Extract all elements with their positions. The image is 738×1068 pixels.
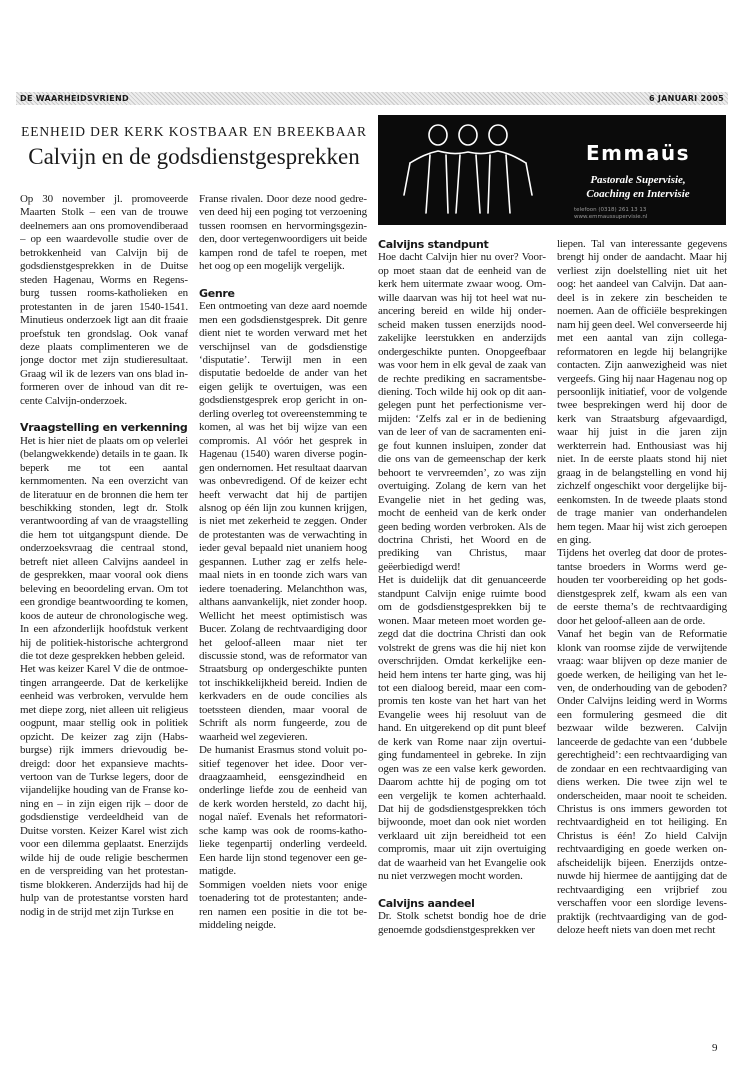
paragraph: Op 30 november jl. promoveerde Maarten Stolk – een van de trouwe deelnemers aan ons promovendiberaad – op een waardevolle studie over de betrokkenheid van Calvijn bij de godsdienstgesprekken in de Duitse steden Hagenau, Worms en Regensburg tussen rooms-katholieken en protestanten in de jaren 1540-1541. Minutieus onderzoek ligt aan dit fraaie proefstuk ten grondslag. Ook vanaf deze plaats complimenteren we de jonge doctor met zijn studieresultaat. Graag wil ik de lezers van ons blad informeren over de inhoud van dit recente Calvijn-onderzoek.: [20, 193, 188, 407]
paragraph: De humanist Erasmus stond voluit positief tegenover het idee. Door verdraagzaamheid, eensgezindheid en onderlinge liefde zou de eenheid van de kerk worden hersteld, zo dacht hij, nogal naïef. Evenals het reformatorische kamp was ook de rooms-katholieke tegenpartij onderling verdeeld. Een harde lijn stond tegenover een gematigde.: [199, 744, 367, 878]
publication-name: DE WAARHEIDSVRIEND: [20, 94, 129, 103]
text-column-1: [20, 193, 188, 1041]
paragraph: Dr. Stolk schetst bondig hoe de drie genoemde godsdienstgesprekken ver: [378, 910, 546, 936]
page-number: 9: [712, 1042, 718, 1054]
section-heading: Vraagstelling en verkenning: [20, 421, 188, 435]
section-heading: Genre: [199, 286, 235, 300]
three-figures-logo: [392, 121, 542, 219]
masthead-bar: [16, 92, 728, 105]
paragraph: Franse rivalen. Door deze nood gedreven deed hij een poging tot verzoening tussen roomsen en hervormingsgezinden, door vertegenwoordigers uit beide kampen rond de tafel te roepen, met het oog op een mogelijk vergelijk.: [199, 193, 367, 273]
paragraph: Hoe dacht Calvijn hier nu over? Voorop moet staan dat de eenheid van de kerk hem uitermate zwaar woog. Omwille daarvan was hij tot heel wat nuancering bereid en wilde hij onderscheid maken tussen enerzijds noodzakelijke leerstukken en anderzijds ondergeschikte punten. Onopgeefbaar was voor hem in elk geval de zaak van de rechte prediking en sacramentsbediening. Toch wilde hij ook op dit aangelegen punt het perfectionisme vermijden: ‘Zelfs zal er in de bediening van de leer of van de sacramenten enige fout kunnen insluipen, zonder dat die ons van de gemeenschap der kerk behoort te vervreemden’, zo was zijn overtuiging. Zolang de kern van het Evangelie niet in het geding was, mocht de eenheid van de kerk onder geen beding worden verbroken. Als de doctrina Christi, het Woord en de prediking van Christus, maar geëerbiedigd werd!: [378, 251, 546, 573]
text-column-3: [378, 238, 546, 1041]
paragraph: Sommigen voelden niets voor enige toenadering tot de protestanten; anderen namen een positie in die tot bemiddeling neigde.: [199, 878, 367, 932]
paragraph: Vanaf het begin van de Reformatie klonk van roomse zijde de verwijtende vraag: waar blijven op deze manier de goede werken, de heiliging van het leven, de onderhouding van de geboden? Onder Calvijns leiding werd in Worms een formulering gesmeed die dit bezwaar wilde bezweren. Calvijn lanceerde de gedachte van een ‘dubbele gerechtigheid’: een rechtvaardiging van de zondaar en een rechtvaardiging van diens werken. Die twee zijn wel te onderscheiden, maar nooit te scheiden. Christus is ons immers geworden tot rechtvaardigheid en tot heiliging. En Christus is één! Zo hield Calvijn rechtvaardiging en goede werken onafscheidelijk bijeen. Enerzijds ontzenuwde hij hiermee de aantijging dat de rechtvaardiging een vrijbrief zou verschaffen voor een slordige levenspraktijk (rechtvaardiging van de goddeloze heeft niets van doen met recht: [557, 628, 727, 937]
paragraph: Het is hier niet de plaats om op velerlei (belangwekkende) details in te gaan. Ik beperk me tot een aantal kernmomenten. Na een overzicht van de literatuur en de bronnen die hem ter beschikking stonden, legt dr. Stolk verantwoording af van de vraagstelling die hem tot uitgangspunt diende. De onderzoeksvraag die centraal stond, betreft niet alleen Calvijns aandeel in de gesprekken, maar vooral ook diens beleving en beoordeling ervan. Om tot een grondige beantwoording te komen, koos de auteur de chronologische weg. In een afzonderlijk hoofdstuk verkent hij de politiek-historische achtergrond die tot deze gesprekken hebben geleid.: [20, 434, 188, 662]
paragraph: Een ontmoeting van deze aard noemde men een godsdienstgesprek. Dit genre dient niet te worden verward met het verschijnsel van de godsdienstige ‘disputatie’. Terwijl men in een disputatie bedoelde de ander van het eigen gelijk te overtuigen, was een godsdienstgesprek erop gericht in onderling overleg tot overeenstemming te komen, al was het bij wijze van een compromis. Al vóór het gesprek in Hagenau (1540) waren diverse pogingen ondernomen. Het resultaat daarvan was onbevredigend. Of de keizer echt heeft verwacht dat hij de partijen alsnog op één lijn zou kunnen krijgen, is niet met zekerheid te zeggen. Onder de protestanten was de verwachting in ieder geval bepaald niet unaniem hoog gespannen. Luther zag er zelfs helemaal niets in en toonde zich wars van iedere toenadering. Melanchthon was, althans aanvankelijk, niet zonder hoop. Wellicht het meest optimistisch was Bucer. Zolang de rechtvaardiging door het geloof-alleen maar niet ter discussie stond, was de reformator van Straatsburg op ondergeschikte punten tot inschikkelijkheid bereid. Indien de kerkvaders en de oude concilies als toetssteen dienden, maar vooral de Schrift als norm fungeerde, zou de waarheid wel zegevieren.: [199, 300, 367, 743]
text-column-2: [199, 193, 367, 1041]
article-kicker: EENHEID DER KERK KOSTBAAR EN BREEKBAAR: [21, 124, 367, 139]
ad-tagline-2: Coaching en Intervisie: [586, 188, 690, 200]
issue-date: 6 JANUARI 2005: [648, 94, 724, 103]
section-heading: Calvijns aandeel: [378, 896, 475, 910]
text-column-4: [557, 238, 727, 1041]
ad-phone: telefoon (0318) 261 13 13: [574, 207, 647, 213]
ad-tagline-1: Pastorale Supervisie,: [590, 174, 686, 186]
ad-contact: [574, 207, 722, 221]
ad-brand: Emmaüs: [586, 141, 690, 165]
article-title: Calvijn en de godsdienstgesprekken: [28, 144, 360, 169]
paragraph: Het was keizer Karel V die de ontmoetingen arrangeerde. Dat de kerkelijke eenheid was verbroken, vervulde hem met diepe zorg, niet alleen uit religieus oogpunt, maar stellig ook in politiek opzicht. De keizer zag zijn (Habsburgse) rijk immers drievoudig bedreigd: door het expansieve machtsvertoon van de Turkse legers, door de vijandelijke houding van de Franse koning en – in zijn eigen rijk – door de godsdienstige verdeeldheid van de Duitse vorsten. Keizer Karel wist zich voor een dilemma geplaatst. Enerzijds wilde hij de oude religie beschermen en de verspreiding van het protestantisme blokkeren. Anderzijds had hij de hulp van de protestantse vorsten hard nodig in de strijd met zijn Turkse en: [20, 663, 188, 918]
emmaus-advertisement: [378, 115, 726, 225]
paragraph: Tijdens het overleg dat door de protestantse broeders in Worms werd gehouden ter voorbereiding op het godsdienstgesprek zelf, kwam als een van de eerste thema’s de rechtvaardiging door het geloof-alleen aan de orde.: [557, 547, 727, 627]
section-heading: Calvijns standpunt: [378, 238, 489, 251]
ad-website: www.emmaussupervisie.nl: [574, 214, 648, 220]
paragraph: liepen. Tal van interessante gegevens brengt hij onder de aandacht. Maar hij verliest zijn doelstelling niet uit het oog: het aandeel van Calvijn. Dat aandeel is in zekere zin bescheiden te noemen. Aan de officiële besprekingen nam hij geen deel. Wel converseerde hij met een aantal van zijn collega-reformatoren en legde hij belangrijke contacten. Zijn aanwezigheid was niet vergeefs. Ging hij naar Hagenau nog op persoonlijk initiatief, voor de volgende twee besprekingen werd hij door de kerk van Straatsburg afgevaardigd, waar hij juist in die jaren zijn werkterrein had. Enthousiast was hij niet. In de eerste plaats stond hij niet graag in de belangstelling en vond hij zichzelf ongeschikt voor dergelijke bijeenkomsten. In de tweede plaats stond de trage manier van onderhandelen hem tegen. Maar hij wist zich geroepen en ging.: [557, 238, 727, 546]
paragraph: Het is duidelijk dat dit genuanceerde standpunt Calvijn enige ruimte bood om de godsdienstgesprekken bij te wonen. Maar meteen moet worden gezegd dat die doctrina Christi dan ook volstrekt de grens was die hij niet kon overschrijden. Omdat kerkelijke eenheid hem intens ter harte ging, was hij tot een dialoog bereid, maar een compromis ten koste van het hart van het Evangelie wees hij resoluut van de hand. En uitgerekend op dit punt bleef de kerk van Rome naar zijn overtuiging fundamenteel in gebreke. In zijn ogen was ze een valse kerk geworden. Daarom achtte hij de poging om tot een vergelijk te komen achterhaald. Dat hij de godsdienstgesprekken tóch bijwoonde, moet dan ook niet worden verklaard uit zijn bereidheid tot een compromis, maar uit zijn overtuiging dat de waarheid van het Evangelie ook nu niet verzwegen mocht worden.: [378, 574, 546, 883]
